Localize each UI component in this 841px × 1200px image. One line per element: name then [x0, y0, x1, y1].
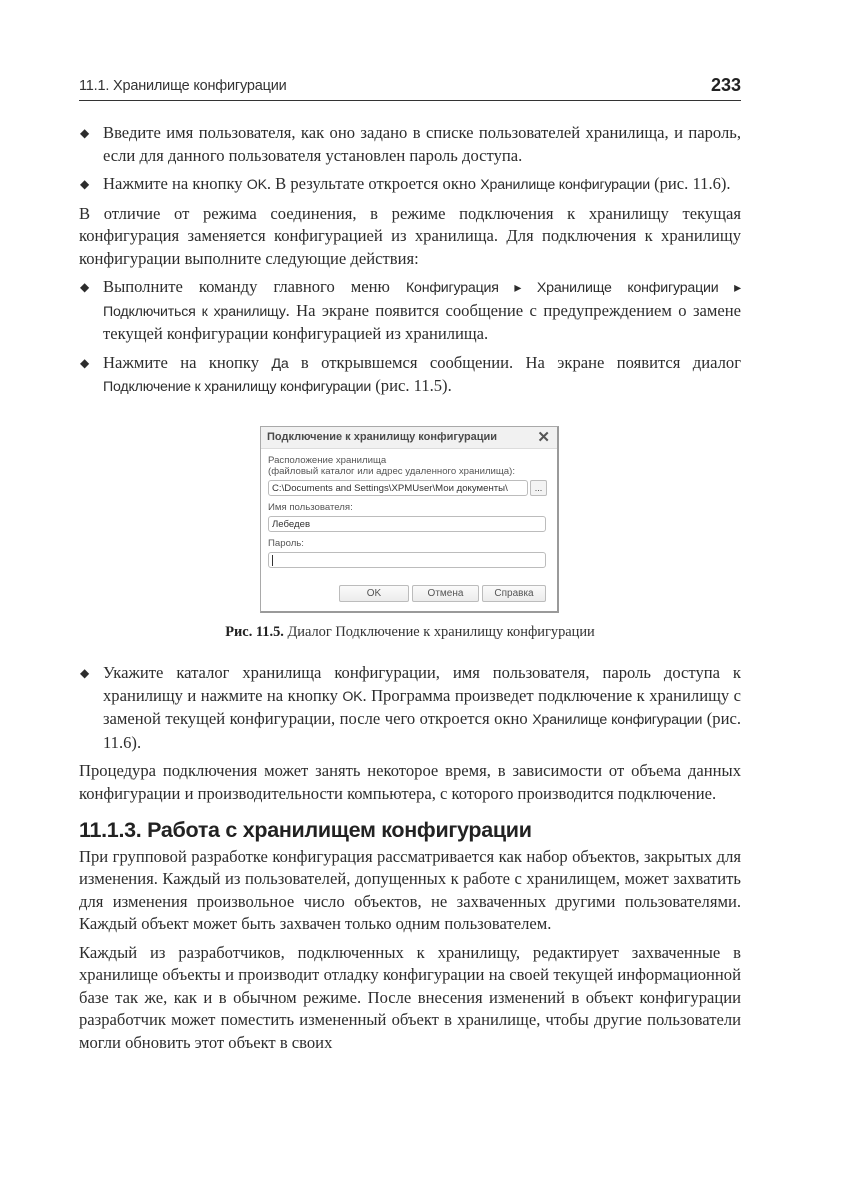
bullet-icon: ◆ [80, 177, 90, 191]
paragraph: Процедура подключения может занять некоторое время, в зависимости от объема данных конфигурации и производительности компьютера, с которого производится подключение. [79, 761, 741, 803]
text: (рис. 11.5). [371, 376, 452, 395]
ui-term-dialog: Подключение к хранилищу конфигурации [103, 379, 372, 395]
page-number: 233 [710, 75, 741, 95]
ui-term-ok: OK [246, 177, 267, 193]
password-label: Пароль: [268, 538, 304, 549]
bullet-icon: ◆ [80, 355, 90, 370]
location-label-line1: Расположение хранилища [268, 455, 387, 466]
text: Нажмите на кнопку [103, 352, 272, 372]
text: . В результате откроется окно [266, 174, 481, 193]
user-label: Имя пользователя: [268, 502, 353, 513]
text-caret [272, 555, 273, 566]
text: Нажмите на кнопку [103, 174, 247, 193]
text: (рис. 11.6). [649, 174, 731, 193]
paragraph: Каждый из разработчиков, подключенных к хранилищу, редактирует захваченные в хранилище объекты и производит отладку конфигурации на своей текущей информационной базе так же, как и в обычном режиме. После внесения изменений в объект конфигурации разработчик может поместить измененный объект в хранилище, чтобы другие пользователи могли обновить этот объект в своих [79, 942, 741, 1052]
location-input[interactable]: C:\Documents and Settings\XPMUser\Мои документы\ [268, 480, 528, 496]
ui-term-window: Хранилище конфигурации [480, 177, 650, 193]
location-label-line2: (файловый каталог или адрес удаленного хранилища): [268, 466, 515, 477]
lower-content [79, 662, 741, 1060]
location-label [268, 455, 515, 477]
top-bullet-list [79, 122, 741, 405]
browse-button[interactable]: ... [530, 480, 547, 496]
paragraph: В отличие от режима соединения, в режиме подключения к хранилищу текущая конфигурация заменяется конфигурацией из хранилища. Для подключения к хранилищу конфигурации выполните следующие действия: [79, 203, 741, 268]
text: Укажите каталог хранилища конфигурации, имя пользователя, пароль доступа к хранилищу и нажмите на кнопку [103, 663, 741, 705]
ui-term-window: Хранилище конфигурации [532, 712, 703, 728]
cancel-button[interactable]: Отмена [412, 585, 479, 602]
list-item-text: Введите имя пользователя, как оно задано в списке пользователей хранилища, и пароль, если для данного пользователя установлен пароль доступа. [103, 123, 741, 165]
list-item [79, 173, 741, 197]
text: . На экране появится сообщение с предупреждением о замене текущей конфигурации конфигурацией из хранилища. [103, 300, 741, 343]
section-heading: 11.1.3. Работа с хранилищем конфигурации [79, 818, 532, 842]
bullet-icon: ◆ [80, 666, 90, 680]
close-icon[interactable]: ✕ [537, 429, 550, 446]
ok-button[interactable]: OK [339, 585, 409, 602]
running-header [79, 76, 741, 101]
text: (рис. 11.6). [103, 709, 741, 752]
figure-number: Рис. 11.5. [225, 624, 284, 640]
list-item [79, 122, 741, 167]
ui-term-menu-path: Конфигурация ▸ Хранилище конфигурации ▸ Подключиться к хранилищу [103, 280, 742, 320]
username-input[interactable]: Лебедев [268, 516, 546, 532]
ui-term-ok: OK [342, 688, 363, 705]
text: . Программа произведет подключение к хранилищу с заменой текущей конфигурации, после чего откроется окно [103, 685, 741, 728]
figure-caption-text: Диалог Подключение к хранилищу конфигурации [283, 624, 595, 640]
section-title: 11.1. Хранилище конфигурации [79, 78, 287, 94]
list-item [79, 352, 741, 399]
password-input[interactable] [268, 552, 546, 568]
list-item [79, 662, 741, 754]
text: Выполните команду главного меню [103, 277, 406, 296]
bullet-icon: ◆ [80, 280, 90, 294]
paragraph: При групповой разработке конфигурация рассматривается как набор объектов, закрытых для изменения. Каждый из пользователей, допущенных к работе с хранилищем, может захватить для изменения произвольное число объектов, не захваченных другими пользователями. Каждый объект может быть захвачен только одним пользователем. [79, 846, 741, 933]
figure-dialog [260, 426, 559, 613]
text: в открывшемся сообщении. На экране появится диалог [288, 352, 741, 372]
help-button[interactable]: Справка [482, 585, 546, 602]
dialog-titlebar [261, 427, 557, 449]
dialog-title: Подключение к хранилищу конфигурации [267, 431, 498, 443]
list-item [79, 276, 741, 346]
bullet-icon: ◆ [80, 126, 90, 140]
ui-term-yes: Да [271, 355, 289, 372]
figure-caption [79, 624, 741, 641]
